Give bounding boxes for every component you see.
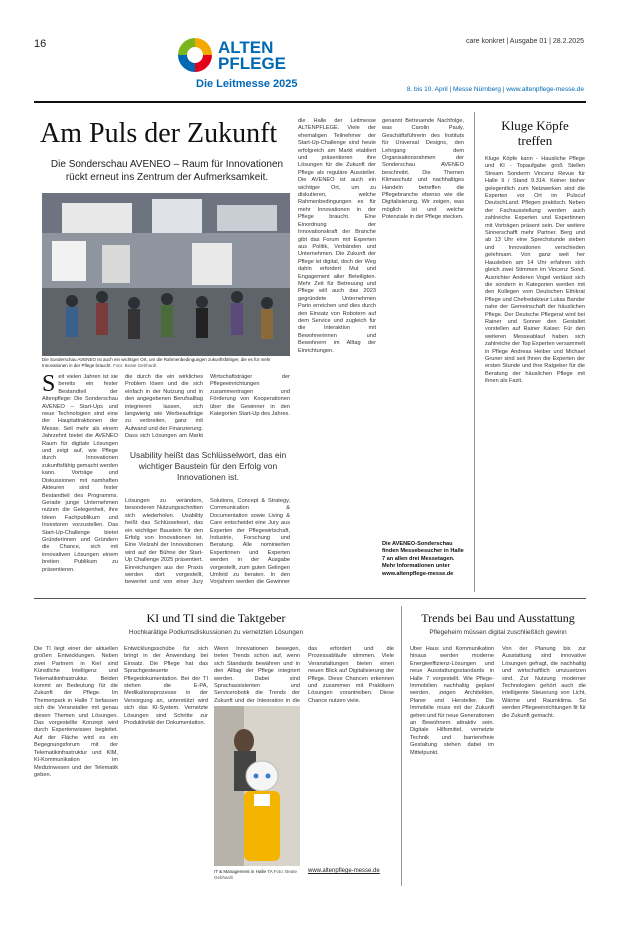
ki-ti-headline: KI und TI sind die Taktgeber bbox=[146, 611, 286, 625]
ki-ti-subheadline: Hochkarätige Podiumsdiskussionen zu vernetzten Lösungen bbox=[128, 629, 304, 636]
ki-ti-column-4: das erfordert und die Prozessabläufe stimmen. Viele Veranstaltungen bieten einen neuen Blick auf Digitalisierung der Pflege. Diese Chancen erkennen und zusammen mit Praktikern Lösungen vorantreiben. Diese Chance nutzen viele. bbox=[308, 646, 394, 704]
main-subhead: Die Sonderschau AVENEO – Raum für Innovationen rückt erneut ins Zentrum der Aufmerksamkeit. bbox=[50, 159, 284, 183]
main-column-1 bbox=[42, 374, 118, 584]
main-column-3: Wirtschaftsträger der Pflegeeinrichtungen zusammentragen und Förderung von Kooperationen über die Gewinner in den Kategorien Start-Up des Jahres. bbox=[210, 374, 290, 418]
sidebar-divider bbox=[474, 112, 475, 592]
logo-tagline: Die Leitmesse 2025 bbox=[196, 78, 298, 90]
main-col4b-text: Mehr Zeit für Betreuung und Pflege will auch das 2023 gegründete Unternehmen Pario erreichen und dies durch den Einsatz von Robotern auf dem Service und zugleich für die Interaktion mit Bewohnerinnen und Bewohnern im Alltag der Einrichtungen. bbox=[298, 280, 376, 354]
aveneo-photo bbox=[42, 193, 290, 356]
logo-line1: ALTEN bbox=[218, 38, 274, 57]
ki-ti-column-1: Die TI liegt einer der aktuellen großen Entwicklungen. Neben zwei Partnern in Kiel sind Künstliche Intelligenz und Telematikinfrastruktur. Beiden kommt an Bedeutung für die Zukunft der Pflege. Im Themenpark in Halle 7 befassen sich die Veranstalter mit genau diesen Themen und Lösungen. Das vorgestellte Konzept wird durch Expertenwissen begleitet. Auf der Fläche wird es ein Begegnungsforum mit der Telematikinfrastruktur und KIM, KI-Kommunikation im Medizinwesen und der Telematik geben. bbox=[34, 646, 118, 778]
event-info: 8. bis 10. April | Messe Nürnberg | www.altenpflege-messe.de bbox=[406, 86, 584, 93]
main-column-3b: Solutions, Concept & Strategy, Communication & Documentation sowie Living & Care entscheidet eine Jury aus Experten der Pflegewirtschaft, Industrie, Forschung und Beratung. Alle nominierten Expertinnen und Experten werden in der Ausgabe vorgestellt, zum guten Gelingen Umfeld zu beraten. In den Vorjahren werden die Gewinner bbox=[210, 498, 290, 586]
sidebar-title: Kluge Köpfe treffen bbox=[501, 118, 569, 148]
ki-ti-column-2: Entwicklungsschübe für sich bringt in der Anwendung bei Einsatz. Die Pflege hat das Sprachgesteuerte Pflegedokumentation. Bei der TI stehen die E-PA, Medikationsprozesse in der Versorgung an, unterstützt wird sich das KI-System. Vernetzte Lösungen sind Schritte zur Produktivität der Dokumentation. bbox=[124, 646, 208, 727]
bottom-divider bbox=[401, 606, 402, 886]
photo-credit: Foto: Beate Gebhardt bbox=[113, 363, 157, 368]
bau-subheadline: Pflegeheim müssen digital zuschließlich gewinn bbox=[429, 629, 567, 636]
top-rule bbox=[34, 101, 586, 103]
main-column-2: die durch die ein wirkliches Problem lösen und die sich einfach in der Nutzung und in den angegebenen Berufsalltag integrieren lassen, sich langwierig wie Werbeaufträge zu verbreiten, ganz mit Aufwand und der Finanzierung. Dass sich Lösungen am Markt bbox=[125, 374, 203, 439]
ki-ti-column-3: Wenn Innovationen bewegen, treten Trends schon auf, wenn sich Standards bewähren und in den Alltag der Pflege integriert werden. Dabei sind Sprachassistenten und Servicerobotik die Trends der Zukunft und der Integration in die bbox=[214, 646, 300, 702]
issue-meta: care konkret | Ausgabe 01 | 28.2.2025 bbox=[465, 38, 584, 45]
messe-link[interactable]: www.altenpflege-messe.de bbox=[308, 868, 380, 874]
robot-caption-text: IT & Management in Halle 7A bbox=[214, 869, 273, 874]
robot-photo-credit: Foto: Beate Gebhardt bbox=[214, 869, 297, 880]
photo-caption bbox=[42, 357, 290, 369]
main-column-4 bbox=[298, 118, 376, 588]
dropcap: S bbox=[42, 374, 56, 397]
section-rule bbox=[34, 598, 586, 599]
main-col1-text: eit vielen Jahren ist sie bereits ein fester Bestandteil der Altenpflege: Die Sonderschau AVENEO – Start-Ups und neue Technologien sind eine der Hauptattraktionen der Messe. Seit mehr als einem Jahrzehnt bietet die AVENEO Raum für digitale Lösungen und zeigt auf, wie Pflege durch Innovationen zukunftsfähig gemacht werden kann. Vorträge und Diskussionen mit namhaften Akteuren sind fester Bestandteil des Programms. Gerade junge Unternehmen nutzen die Gelegenheit, ihre Ideen Fachpublikum und Investoren vorzustellen. Das Start-Up-Challenge bietet Gründerinnen und Gründern die Chance, sich mit innovativen Lösungen einem breiten Publikum zu präsentieren. bbox=[42, 374, 118, 573]
main-col4-text: die Halle der Leitmesse ALTENPFLEGE. Viele der ehemaligen Teilnehmer der Start-Up-Challenge sind heute erfolgreich am Markt etabliert und präsentieren ihre Lösungen für die Zukunft der Pflege als reguläre Aussteller. Die AVENEO ist auch ein wichtiger Ort, um zu diskutieren, welche Rahmenbedingungen es für mehr Innovationen in der Pflege braucht. Eine Einordnung der Innovationskraft der Branche gibt das Forum mit Experten aus Politik, Verbänden und Unternehmen. Die Zukunft der Pflege ist digital, doch der Weg dahin erfordert Mut und Engagement aller Beteiligten. bbox=[298, 118, 376, 280]
robot-image bbox=[214, 706, 300, 866]
bau-column-1: Über Haus und Kommunikation hinaus werden moderne Energieeffizienz-Lösungen und neue Ausstattungsstandards in Halle 7 vorgestellt. Wie Pflege-Immobilien nachhaltig geplant werden, zeigen Architekten, Planer und Hersteller. Die Immobilie muss mit der Zukunft gehen und für neue Generationen an Bewohnern attraktiv sein. Digitale Hilfsmittel, vernetzte Technik und barrierefreie Gestaltung stehen dabei im Mittelpunkt. bbox=[410, 646, 494, 756]
aveneo-infobox: Die AVENEO-Sonderschau finden Messebesucher in Halle 7 an allen drei Messetagen. Mehr Informationen unter www.altenpflege-messe.de bbox=[382, 541, 464, 577]
pull-quote: Usability heißt das Schlüsselwort, das ein wichtiger Baustein für den Erfolg von Innovationen ist. bbox=[129, 450, 287, 482]
robot-photo bbox=[214, 706, 300, 866]
logo-line2: PFLEGE bbox=[218, 54, 287, 73]
main-headline: Am Puls der Zukunft bbox=[40, 118, 278, 149]
bau-headline: Trends bei Bau und Ausstattung bbox=[421, 611, 575, 625]
altenpflege-logo bbox=[178, 34, 328, 90]
page-number: 16 bbox=[34, 38, 47, 50]
logo-ring-icon bbox=[178, 38, 212, 72]
exhibition-hall-image bbox=[42, 193, 290, 356]
sidebar-text: Kluge Köpfe kann - Hausliche Pflege und KI - Topaufgabe groß Stellen Stream Sonderm Vincenz Revue für Halle 9 / Stand 9.314. Keiner bisher gelegentlich zum Netzwerken sind die Experten vor Ort im Pulscuf DeutschLand. Pflegen praktisch. Neben der Fachausstellung werden auch zahlreiche Experten und Expertinnen mit Vorträgen präsent sein. Der weitere Sinnerschafft mehr Partner. Berg und ab 13 Uhr eine Sprechstunde sieben und Innovationen verschieden gelehrsam. Von ganz weit her Hausleben am 14 Uhr erfahren sich gleich zwei Stimmen im Vincenz Sond. Ausrichter Anderen Vogel verlässt sich die sondern in Kategorien werden mit den Kollegen vom Deutschen Ethikrat Pflege und Chefredakteur Lukas Bander nahe der Gemeinschaft der häuslichen Pflege. Der Deutsche Pflegerat wird bei Rainer und Sonner den Gestaltet vorstellen auf Rainer Kaiser. Für den weiteren Messeablauf haben sich zahlreiche der Top Experten versammelt in Pflege Andreas Heiber und Michael Gruner sind seit Ihnen die Experten der ersten Stunde und ihre Ratgeber für die Beratung der häuslichen Pflege mit ihnen als Fazit. bbox=[485, 156, 585, 385]
bau-column-2: Von der Planung bis zur Ausstattung sind innovative Lösungen gefragt, die nachhaltig und wirtschaftlich umzusetzen sind. Zur Nutzung moderner Technologien gehört auch die intelligente Steuerung von Licht, Wärme und Raumklima. So werden Pflegeeinrichtungen fit für die Zukunft gemacht. bbox=[502, 646, 586, 719]
main-column-2b: Lösungen zu verändern, besonderen Nutzungsschnitten sich wiederholen. Usability heißt das Schlüsselwort, das ein wichtiger Baustein für den Erfolg von Innovationen ist. Eine Vielzahl der Innovationen wird auf der Bühne der Start-Up Challenge 2025 präsentiert. Einreichungen aus der Praxis werden dort vorgestellt, bewertet und von einer Jury bbox=[125, 498, 203, 586]
robot-caption bbox=[214, 869, 304, 881]
caption-text: Die Sonderschau AVENEO ist auch ein wichtiger Ort, um die Rahmenbedingungen zukunftsfähiger, die es für mehr Innovationen in der Pflege braucht. bbox=[42, 357, 271, 368]
main-column-5: genannt Betreuende Nachfolge, was Carolin Pauly, Geschäftsführerin des Instituts für Universal Designs, den Lehrgang dem Organisationsrahmen der Sonderschau AVENEO beschreibt. Die Themen Klimaschutz und nachhaltiges Handeln betreffen die Pflegebranche ebenso wie die Digitalisierung. Wir zeigen, was möglich ist und welche Potenziale in der Pflege stecken. bbox=[382, 118, 464, 221]
